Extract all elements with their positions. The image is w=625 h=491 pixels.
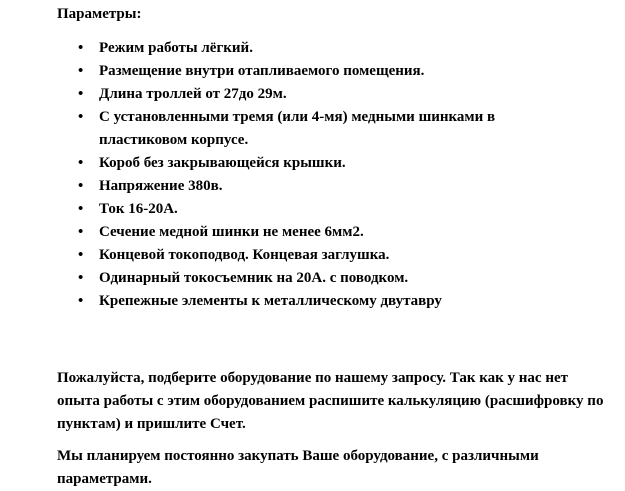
list-item-text: Напряжение 380в. [99,178,223,194]
list-item-text: Крепежные элементы к металлическому двутавру [99,293,442,309]
list-item [78,152,578,175]
list-item-text: Режим работы лёгкий. [99,40,253,56]
list-item [78,106,578,152]
bullet-icon: • [78,270,84,286]
list-item [78,221,578,244]
list-item-text: Короб без закрывающейся крышки. [99,155,346,171]
bullet-icon: • [78,247,84,263]
list-item-text: Сечение медной шинки не менее 6мм2. [99,224,364,240]
request-paragraph: Пожалуйста, подберите оборудование по нашему запросу. Так как у нас нет опыта работы с этим оборудованием распишите калькуляцию (расшифровку по пунктам) и пришлите Счет. [57,370,604,432]
list-item [78,175,578,198]
list-item-text: Размещение внутри отапливаемого помещения. [99,63,425,79]
bullet-icon: • [78,86,84,102]
bullet-icon: • [78,224,84,240]
parameters-list [78,37,578,313]
bullet-icon: • [78,109,84,125]
bullet-icon: • [78,40,84,56]
bullet-icon: • [78,178,84,194]
list-item [78,83,578,106]
list-item-text: Одинарный токосъемник на 20А. с поводком. [99,270,409,286]
bullet-icon: • [78,293,84,309]
list-item [78,244,578,267]
list-item [78,60,578,83]
list-item-text: Ток 16-20А. [99,201,178,217]
closing-paragraph: Мы планируем постоянно закупать Ваше оборудование, с различными параметрами. [57,448,539,487]
list-item [78,37,578,60]
list-item-text: Концевой токоподвод. Концевая заглушка. [99,247,390,263]
parameters-heading: Параметры: [57,6,142,22]
list-item [78,267,578,290]
list-item-text: С установленными тремя (или 4-мя) медными шинками в пластиковом корпусе. [99,109,496,148]
list-item-text: Длина троллей от 27до 29м. [99,86,287,102]
bullet-icon: • [78,201,84,217]
bullet-icon: • [78,63,84,79]
bullet-icon: • [78,155,84,171]
list-item [78,290,578,313]
list-item [78,198,578,221]
